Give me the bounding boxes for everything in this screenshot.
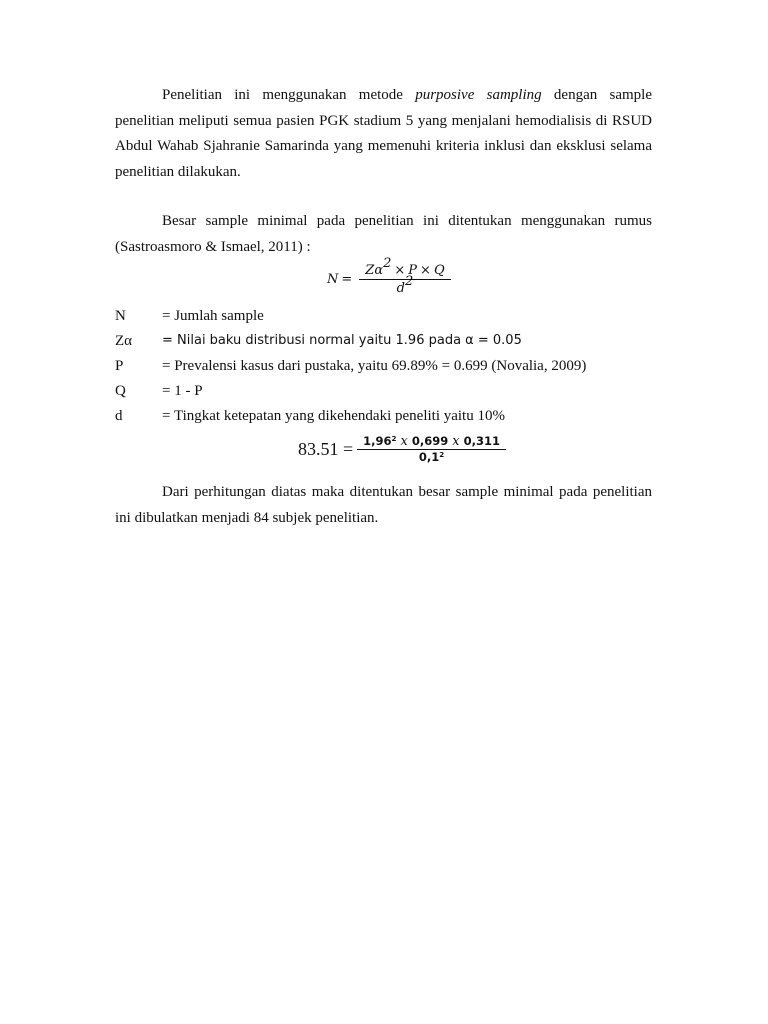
paragraph-conclusion: Dari perhitungan diatas maka ditentukan besar sample minimal pada penelitian ini dibulatkan menjadi 84 subjek penelitian. (115, 484, 652, 526)
formula-lhs: N (327, 272, 339, 287)
paragraph-method (115, 83, 652, 185)
calculation-d-value: 0,1 (418, 450, 440, 464)
formula-times-1: × (394, 263, 406, 278)
calculation-formula (298, 434, 506, 464)
formula-times-2: × (420, 263, 431, 278)
formula-d-exponent: 2 (404, 273, 414, 289)
definition-row (115, 304, 675, 328)
definition-text: = Nilai baku distribusi normal yaitu 1.96 pada α = 0.05 (162, 333, 522, 348)
calculation-z-value: 1,96 (363, 434, 392, 448)
calculation-d-exponent: 2 (439, 450, 445, 460)
paragraph-method-prefix: Penelitian ini menggunakan metode (162, 87, 403, 103)
calculation-q-value: 0,311 (463, 434, 501, 448)
definition-text: = Tingkat ketepatan yang dikehendaki peneliti yaitu 10% (162, 408, 505, 424)
formula-fraction (359, 255, 450, 297)
formula-denominator (391, 273, 420, 297)
sample-size-formula (327, 255, 451, 297)
definition-symbol: N (115, 308, 126, 324)
definition-row (115, 354, 675, 378)
calculation-denominator (413, 450, 450, 464)
paragraph-formula-intro: Besar sample minimal pada penelitian ini ditentukan menggunakan rumus (Sastroasmoro & Ismael, 2011) : (115, 213, 652, 255)
definition-symbol: d (115, 408, 123, 424)
definition-text: = Prevalensi kasus dari pustaka, yaitu 69.89% = 0.699 (Novalia, 2009) (162, 358, 587, 374)
paragraph-method-suffix: dengan sample penelitian meliputi semua pasien PGK stadium 5 yang menjalani hemodialisis di RSUD Abdul Wahab Sjahranie Samarinda yang memenuhi kriteria inklusi dan eksklusi selama penelitian dilakukan. (115, 87, 652, 180)
definition-symbol: Zα (115, 333, 133, 349)
formula-z-alpha: Zα (365, 263, 384, 278)
calculation-z-exponent: 2 (391, 434, 397, 444)
definition-text: = 1 - P (162, 383, 203, 399)
definition-row (115, 329, 675, 353)
calculation-p-value: 0,699 (411, 434, 449, 448)
definition-row (115, 404, 675, 428)
paragraph-method-italic: purposive sampling (415, 87, 542, 103)
definition-text: = Jumlah sample (162, 308, 264, 324)
calculation-times-1: x (400, 434, 408, 449)
calculation-numerator (357, 434, 506, 450)
formula-p: P (408, 263, 418, 278)
calculation-fraction (357, 434, 506, 464)
calculation-times-2: x (452, 434, 460, 449)
definition-row (115, 379, 675, 403)
formula-d: d (396, 281, 405, 296)
formula-q: Q (433, 263, 445, 278)
calculation-lhs: 83.51 = (298, 438, 354, 459)
formula-equals: = (341, 272, 353, 287)
definition-symbol: P (115, 358, 124, 374)
definition-symbol: Q (115, 383, 126, 399)
formula-z-alpha-exponent: 2 (383, 255, 392, 271)
